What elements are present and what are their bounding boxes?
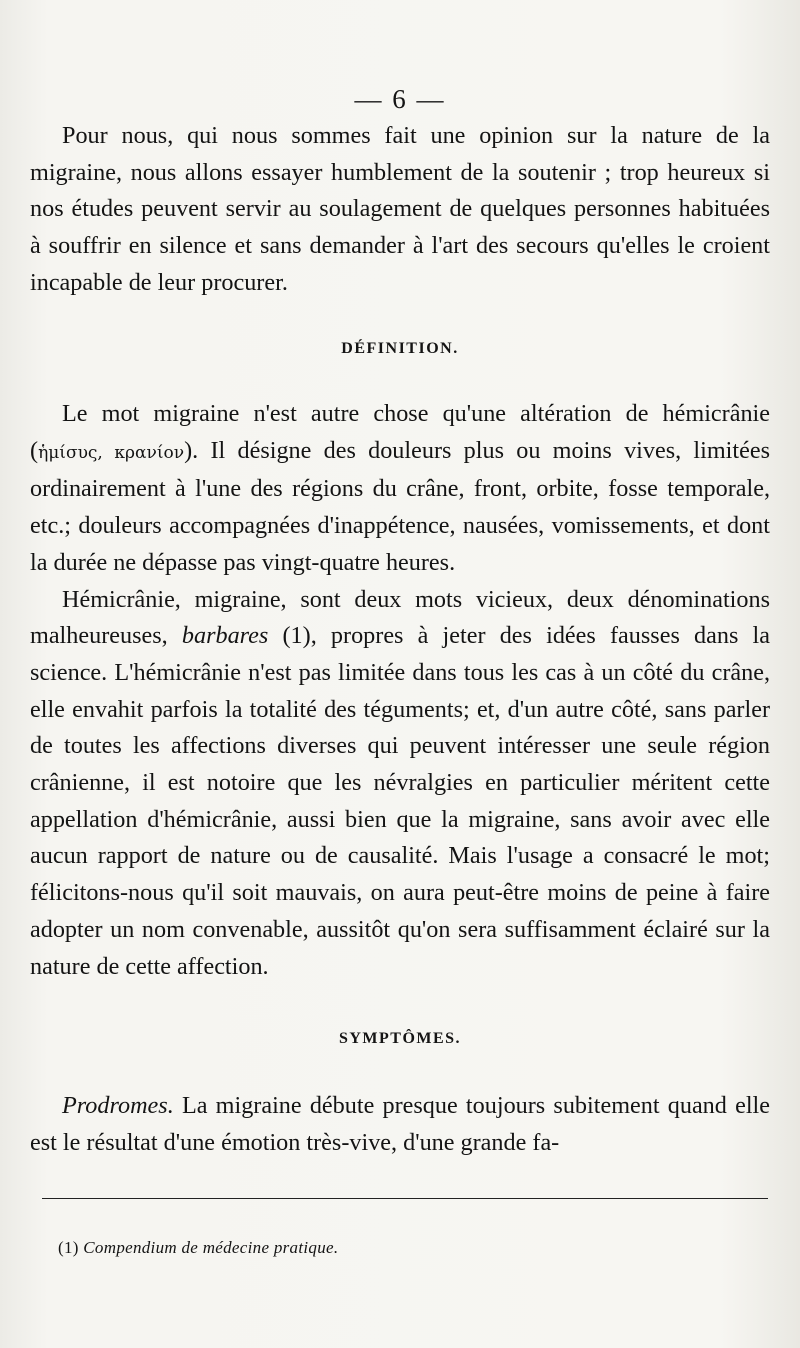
- intro-paragraph-block: [30, 118, 770, 302]
- greek-etymology: ἡμίσυς, κρανίον: [38, 442, 185, 463]
- footnote-text: Compendium de médecine pratique.: [83, 1238, 339, 1257]
- hemicranie-text-end: (1), propres à jeter des idées fausses dans la science. L'hémicrânie n'est pas limitée dans tous les cas à un côté du crâne, elle envahit parfois la totalité des téguments; et, d'un autre côté, sans parler de toutes les affections diverses qui peuvent intéresser une seule région crânienne, il est notoire que les névralgies en particulier méritent cette appellation d'hémicrânie, aussi bien que la migraine, sans avoir avec elle aucun rapport de nature ou de causalité. Mais l'usage a consacré le mot; félicitons-nous qu'il soit mauvais, on aura peut-être moins de peine à faire adopter un nom convenable, aussitôt qu'on sera suffisamment éclairé sur la nature de cette affection.: [30, 622, 770, 980]
- heading-definition: DÉFINITION.: [341, 340, 459, 357]
- prodromes-label: Prodromes.: [62, 1092, 174, 1119]
- hemicranie-text-start: Hémicrânie, migraine, sont deux mots vicieux, deux dénominations malheureuses,: [30, 585, 770, 650]
- paragraph-definition: [30, 396, 770, 582]
- footnote-number: (1): [58, 1238, 79, 1257]
- definition-text-end: ). Il désigne des douleurs plus ou moins vives, limitées ordinairement à l'une des régions du crâne, front, orbite, fosse temporale, etc.; douleurs accompagnées d'inappétence, nausées, vomissements, et dont la durée ne dépasse pas vingt-quatre heures.: [30, 436, 770, 576]
- page-number: — 6 —: [354, 84, 446, 114]
- prodromes-block: [30, 1088, 770, 1161]
- paragraph-hemicranie: [30, 582, 770, 986]
- prodromes-text: La migraine débute presque toujours subitement quand elle est le résultat d'une émotion très-vive, d'une grande fa-: [30, 1092, 770, 1156]
- definition-text-start: Le mot migraine n'est autre chose qu'une altération de hémicrânie (: [30, 400, 770, 464]
- footnote: [58, 1238, 338, 1258]
- italic-barbares: barbares: [181, 622, 269, 650]
- definition-block: [30, 396, 770, 985]
- heading-symptomes: SYMPTÔMES.: [338, 1030, 462, 1047]
- paragraph-prodromes: [30, 1088, 770, 1161]
- paragraph-intro: Pour nous, qui nous sommes fait une opinion sur la nature de la migraine, nous allons essayer humblement de la soutenir ; trop heureux si nos études peuvent servir au soulagement de quelques personnes habituées à souffrir en silence et sans demander à l'art des secours qu'elles le croient incapable de leur procurer.: [30, 122, 770, 296]
- footnote-separator: [42, 1198, 768, 1199]
